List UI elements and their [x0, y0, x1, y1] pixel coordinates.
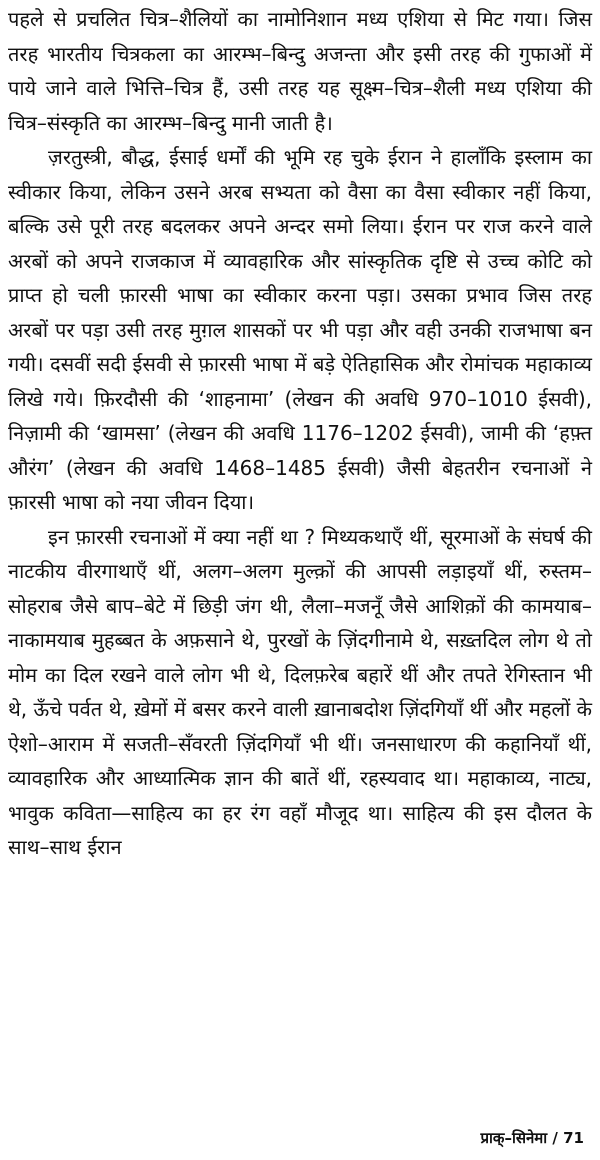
paragraph-3: इन फ़ारसी रचनाओं में क्या नहीं था ? मिथ्यकथाएँ थीं, सूरमाओं के संघर्ष की नाटकीय वीरगाथाएँ थीं, अलग–अलग मुल्क़ों की आपसी लड़ाइयाँ थीं, रुस्तम–सोहराब जैसे बाप–बेटे में छिड़ी जंग थी, लैला–मजनूँ जैसे आशिक़ों की कामयाब–नाकामयाब मुहब्बत के अफ़साने थे, पुरखों के ज़िंदगीनामे थे, सख़्तदिल लोग थे तो मोम का दिल रखने वाले लोग भी थे, दिलफ़रेब बहारें थीं और तपते रेगिस्तान भी थे, ऊँचे पर्वत थे, ख़ेमों में बसर करने वाली ख़ानाबदोश ज़िंदगियाँ थीं और महलों के ऐशो–आराम में सजती–सँवरती ज़िंदगियाँ भी थीं। जनसाधारण की कहानियाँ थीं, व्यावहारिक और आध्यात्मिक ज्ञान की बातें थीं, रहस्यवाद था। महाकाव्य, नाट्य, भावुक कविता—साहित्य का हर रंग वहाँ मौजूद था। साहित्य की इस दौलत के साथ–साथ ईरान	[8, 524, 592, 859]
footer-separator: /	[552, 1129, 558, 1147]
running-title: प्राक्–सिनेमा	[480, 1129, 548, 1147]
paragraph-1: पहले से प्रचलित चित्र–शैलियों का नामोनिशान मध्य एशिया से मिट गया। जिस तरह भारतीय चित्रकला का आरम्भ–बिन्दु अजन्ता और इसी तरह की गुफाओं में पाये जाने वाले भित्ति–चित्र हैं, उसी तरह यह सूक्ष्म–चित्र–शैली मध्य एशिया की चित्र–संस्कृति का आरम्भ–बिन्दु मानी जाती है।	[8, 7, 592, 135]
body-text	[8, 2, 592, 865]
page-number: 71	[563, 1129, 584, 1147]
page-footer	[481, 1118, 584, 1158]
paragraph-2: ज़रतुस्त्री, बौद्ध, ईसाई धर्मों की भूमि रह चुके ईरान ने हालाँकि इस्लाम का स्वीकार किया, लेकिन उसने अरब सभ्यता को वैसा का वैसा स्वीकार नहीं किया, बल्कि उसे पूरी तरह बदलकर अपने अन्दर समो लिया। ईरान पर राज करने वाले अरबों को अपने राजकाज में व्यावहारिक और सांस्कृतिक दृष्टि से उच्च कोटि को प्राप्त हो चली फ़ारसी भाषा का स्वीकार करना पड़ा। उसका प्रभाव जिस तरह अरबों पर पड़ा उसी तरह मुग़ल शासकों पर भी पड़ा और वही उनकी राजभाषा बन गयी। दसवीं सदी ईसवी से फ़ारसी भाषा में बड़े ऐतिहासिक और रोमांचक महाकाव्य लिखे गये। फ़िरदौसी की ‘शाहनामा’ (लेखन की अवधि 970–1010 ईसवी), निज़ामी की ‘खामसा’ (लेखन की अवधि 1176–1202 ईसवी), जामी की ‘हफ़्त औरंग’ (लेखन की अवधि 1468–1485 ईसवी) जैसी बेहतरीन रचनाओं ने फ़ारसी भाषा को नया जीवन दिया।	[8, 145, 592, 514]
